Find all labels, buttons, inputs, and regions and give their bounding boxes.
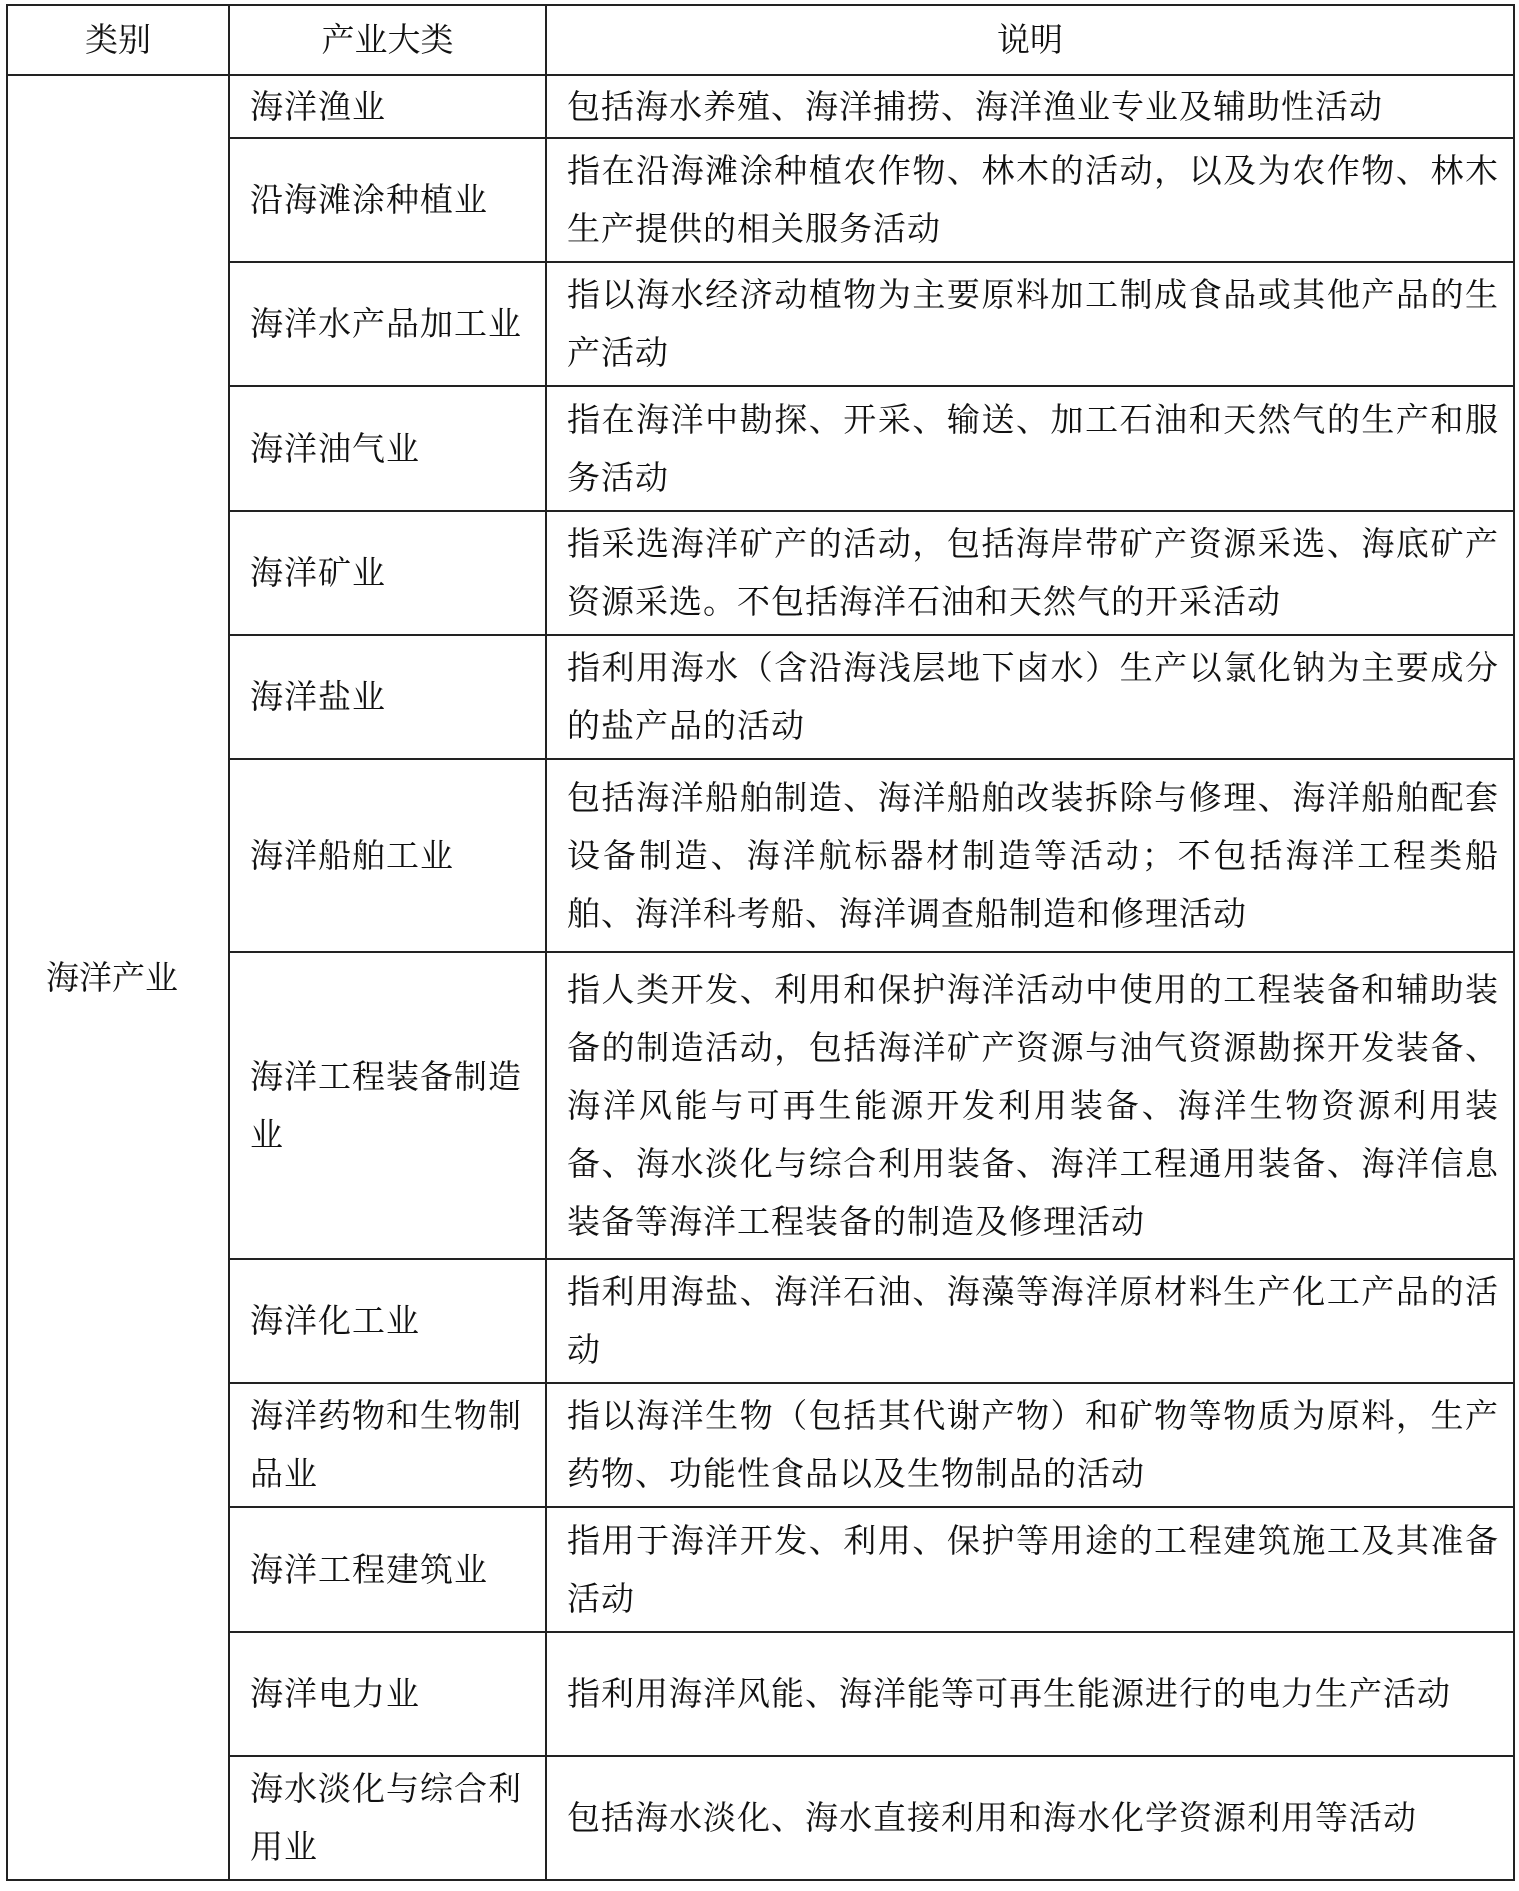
table-row: [7, 75, 1514, 138]
industry-cell: 海洋矿业: [229, 511, 546, 635]
industry-cell: 海洋工程建筑业: [229, 1507, 546, 1632]
industry-cell: 海洋药物和生物制品业: [229, 1383, 546, 1507]
industry-cell: 沿海滩涂种植业: [229, 138, 546, 262]
description-cell: 指利用海水（含沿海浅层地下卤水）生产以氯化钠为主要成分的盐产品的活动: [546, 635, 1514, 759]
table-row: [7, 386, 1514, 511]
table-row: [7, 1259, 1514, 1383]
industry-cell: 海洋水产品加工业: [229, 262, 546, 386]
header-category: 类别: [7, 5, 229, 75]
table-row: [7, 1383, 1514, 1507]
header-description: 说明: [546, 5, 1514, 75]
table-row: [7, 1756, 1514, 1880]
description-cell: 包括海水养殖、海洋捕捞、海洋渔业专业及辅助性活动: [546, 75, 1514, 138]
header-industry: 产业大类: [229, 5, 546, 75]
industry-cell: 海洋工程装备制造业: [229, 952, 546, 1259]
table-header-row: [7, 5, 1514, 75]
table-row: [7, 138, 1514, 262]
description-cell: 指利用海洋风能、海洋能等可再生能源进行的电力生产活动: [546, 1632, 1514, 1756]
description-cell: 指以海水经济动植物为主要原料加工制成食品或其他产品的生产活动: [546, 262, 1514, 386]
industry-cell: 海水淡化与综合利用业: [229, 1756, 546, 1880]
table-row: [7, 635, 1514, 759]
description-cell: 指用于海洋开发、利用、保护等用途的工程建筑施工及其准备活动: [546, 1507, 1514, 1632]
category-cell: 海洋产业: [7, 75, 229, 1880]
industry-cell: 海洋电力业: [229, 1632, 546, 1756]
table-row: [7, 1632, 1514, 1756]
table-row: [7, 262, 1514, 386]
table-row: [7, 511, 1514, 635]
description-cell: 包括海水淡化、海水直接利用和海水化学资源利用等活动: [546, 1756, 1514, 1880]
table-row: [7, 952, 1514, 1259]
industry-cell: 海洋渔业: [229, 75, 546, 138]
industry-classification-table: [6, 4, 1515, 1881]
description-cell: 指以海洋生物（包括其代谢产物）和矿物等物质为原料，生产药物、功能性食品以及生物制品的活动: [546, 1383, 1514, 1507]
industry-cell: 海洋盐业: [229, 635, 546, 759]
description-cell: 指人类开发、利用和保护海洋活动中使用的工程装备和辅助装备的制造活动，包括海洋矿产资源与油气资源勘探开发装备、海洋风能与可再生能源开发利用装备、海洋生物资源利用装备、海水淡化与综合利用装备、海洋工程通用装备、海洋信息装备等海洋工程装备的制造及修理活动: [546, 952, 1514, 1259]
description-cell: 指在海洋中勘探、开采、输送、加工石油和天然气的生产和服务活动: [546, 386, 1514, 511]
industry-cell: 海洋船舶工业: [229, 759, 546, 952]
table-row: [7, 1507, 1514, 1632]
description-cell: 指采选海洋矿产的活动，包括海岸带矿产资源采选、海底矿产资源采选。不包括海洋石油和天然气的开采活动: [546, 511, 1514, 635]
description-cell: 指在沿海滩涂种植农作物、林木的活动，以及为农作物、林木生产提供的相关服务活动: [546, 138, 1514, 262]
industry-cell: 海洋化工业: [229, 1259, 546, 1383]
description-cell: 指利用海盐、海洋石油、海藻等海洋原材料生产化工产品的活动: [546, 1259, 1514, 1383]
table-row: [7, 759, 1514, 952]
description-cell: 包括海洋船舶制造、海洋船舶改装拆除与修理、海洋船舶配套设备制造、海洋航标器材制造等活动；不包括海洋工程类船舶、海洋科考船、海洋调查船制造和修理活动: [546, 759, 1514, 952]
industry-cell: 海洋油气业: [229, 386, 546, 511]
